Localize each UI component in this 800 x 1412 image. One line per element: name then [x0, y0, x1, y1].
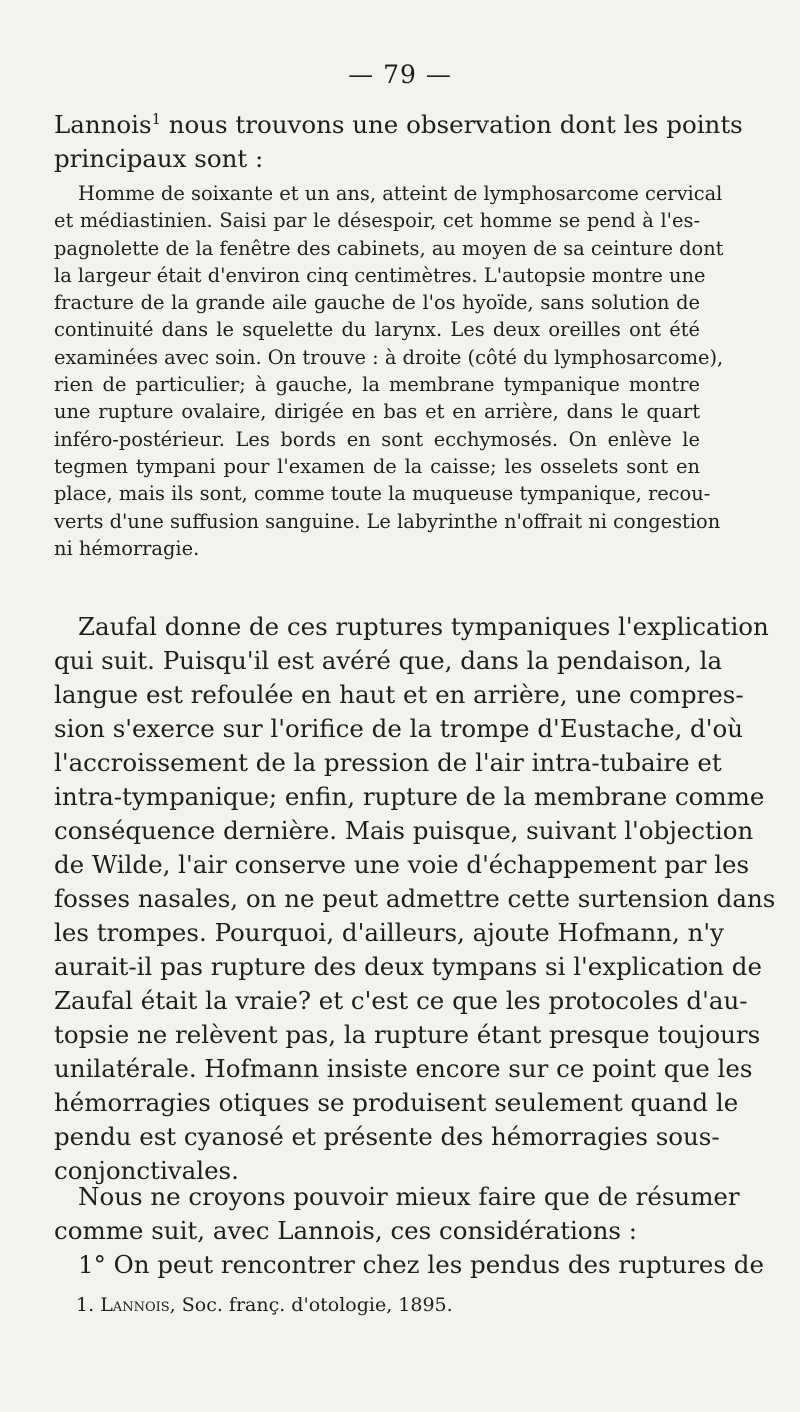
zaufal-line: conjonctivales. — [54, 1156, 239, 1185]
point-one-paragraph — [54, 1248, 764, 1282]
zaufal-paragraph — [54, 610, 776, 1188]
case-observation-quote — [54, 180, 724, 562]
quote-line: examinées avec soin. On trouve : à droite (côté du lymphosarcome), — [54, 345, 724, 369]
footnote-reference: 1 — [151, 110, 161, 128]
quote-line: ni hémorragie. — [54, 536, 200, 560]
resume-line: Nous ne croyons pouvoir mieux faire que de résumer — [78, 1182, 740, 1211]
quote-line: fracture de la grande aile gauche de l'os hyoïde, sans solution de — [54, 291, 700, 315]
footnote-number: 1. — [76, 1294, 95, 1316]
intro-author: Lannois — [54, 110, 152, 139]
zaufal-line: langue est refoulée en haut et en arrière, une compres- — [54, 680, 744, 709]
zaufal-line: Zaufal était la vraie? et c'est ce que les protocoles d'au- — [54, 986, 748, 1015]
point-one-line: 1° On peut rencontrer chez les pendus des ruptures de — [78, 1250, 764, 1279]
intro-paragraph — [54, 108, 743, 176]
quote-line: rien de particulier; à gauche, la membrane tympanique montre — [54, 373, 700, 397]
zaufal-line: qui suit. Puisqu'il est avéré que, dans la pendaison, la — [54, 646, 723, 675]
intro-line-2: principaux sont : — [54, 144, 264, 173]
intro-text: nous trouvons une observation dont les points — [160, 110, 743, 139]
zaufal-line: aurait-il pas rupture des deux tympans si l'explication de — [54, 952, 762, 981]
quote-line: une rupture ovalaire, dirigée en bas et en arrière, dans le quart — [54, 400, 700, 424]
zaufal-line: de Wilde, l'air conserve une voie d'échappement par les — [54, 850, 750, 879]
quote-line: continuité dans le squelette du larynx. Les deux oreilles ont été — [54, 318, 700, 342]
zaufal-line: sion s'exerce sur l'orifice de la trompe d'Eustache, d'où — [54, 714, 743, 743]
page-number: — 79 — — [348, 60, 452, 89]
footnote-citation: , Soc. franç. d'otologie, 1895. — [169, 1294, 453, 1316]
zaufal-line: les trompes. Pourquoi, d'ailleurs, ajoute Hofmann, n'y — [54, 918, 724, 947]
intro-line-1 — [54, 108, 743, 142]
zaufal-line: unilatérale. Hofmann insiste encore sur ce point que les — [54, 1054, 753, 1083]
zaufal-line: fosses nasales, on ne peut admettre cette surtension dans — [54, 884, 776, 913]
quote-line: verts d'une suffusion sanguine. Le labyrinthe n'offrait ni congestion — [54, 509, 721, 533]
zaufal-line: pendu est cyanosé et présente des hémorragies sous- — [54, 1122, 720, 1151]
zaufal-line: intra-tympanique; enfin, rupture de la membrane comme — [54, 782, 765, 811]
quote-line: tegmen tympani pour l'examen de la caisse; les osselets sont en — [54, 454, 700, 478]
quote-line: place, mais ils sont, comme toute la muqueuse tympanique, recou- — [54, 482, 711, 506]
footnote-author: Lannois — [100, 1294, 170, 1316]
resume-line: comme suit, avec Lannois, ces considérations : — [54, 1216, 638, 1245]
zaufal-line: hémorragies otiques se produisent seulement quand le — [54, 1088, 739, 1117]
zaufal-line: l'accroissement de la pression de l'air intra-tubaire et — [54, 748, 722, 777]
footnote — [76, 1294, 453, 1316]
zaufal-line: topsie ne relèvent pas, la rupture étant presque toujours — [54, 1020, 761, 1049]
zaufal-line: conséquence dernière. Mais puisque, suivant l'objection — [54, 816, 754, 845]
quote-line: inféro-postérieur. Les bords en sont ecchymosés. On enlève le — [54, 427, 700, 451]
quote-line: et médiastinien. Saisi par le désespoir, cet homme se pend à l'es- — [54, 209, 700, 233]
zaufal-line: Zaufal donne de ces ruptures tympaniques l'explication — [78, 612, 769, 641]
resume-paragraph — [54, 1180, 740, 1248]
quote-line: pagnolette de la fenêtre des cabinets, au moyen de sa ceinture dont — [54, 236, 724, 260]
quote-line: la largeur était d'environ cinq centimètres. L'autopsie montre une — [54, 263, 706, 287]
quote-line: Homme de soixante et un ans, atteint de lymphosarcome cervical — [78, 182, 723, 205]
